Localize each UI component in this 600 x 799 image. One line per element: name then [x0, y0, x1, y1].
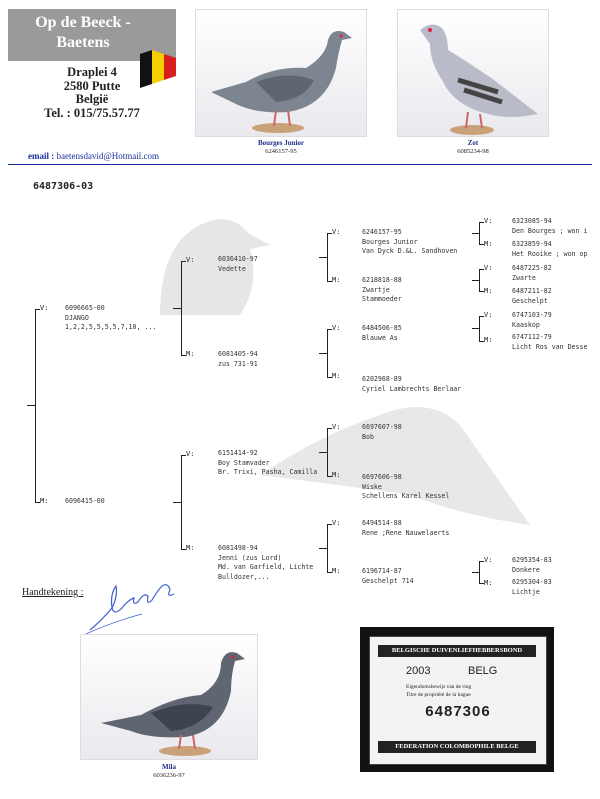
bracket-line	[319, 353, 328, 354]
pedigree-fm: 6081405-94 zus 731-91	[218, 350, 258, 368]
pigeon-image	[81, 635, 257, 759]
mark-dam: M:	[332, 372, 341, 380]
mark-sire: V:	[484, 556, 493, 564]
mark-sire: V:	[332, 519, 341, 527]
mark-dam: M:	[332, 276, 341, 284]
address-block	[8, 66, 176, 120]
photo-ring: 6036236-97	[153, 772, 185, 779]
ring-certificate	[360, 627, 554, 772]
certificate-org-bottom: FEDERATION COLOMBOPHILE BELGE	[378, 741, 536, 753]
email-label: email :	[28, 151, 55, 161]
email-link[interactable]: baetensdavid@Hotmail.com	[56, 151, 160, 161]
mark-dam: M:	[484, 336, 493, 344]
pedigree-ff: 6036410-97 Vedette	[218, 255, 258, 273]
subject-ring: 6487306-03	[33, 181, 94, 192]
mark-sire: V:	[484, 311, 493, 319]
mark-mother: M:	[40, 497, 49, 505]
pigeon-image	[196, 10, 366, 136]
logo-line-1: Op de Beeck -	[35, 14, 131, 31]
pedigree-father: 6096665-00 DJANGO 1,2,2,5,5,5,5,7,10, ...	[65, 304, 157, 332]
pedigree-g3-4: 6202968-89 Cyriel Lambrechts Berlaar	[362, 375, 462, 393]
logo-line-2: Baetens	[56, 34, 110, 51]
pedigree-g3-5: 6697607-98 Bob	[362, 423, 402, 441]
pedigree-mother: 6096415-00	[65, 497, 105, 505]
pedigree-g4-5: 6747103-79 Kaaskop	[512, 311, 552, 329]
mark-dam: M:	[484, 287, 493, 295]
certificate-line-2: Titre de propriété de la bague	[406, 692, 471, 698]
bracket-line	[472, 233, 480, 234]
address-country: België	[75, 92, 109, 106]
bracket-line	[319, 257, 328, 258]
pedigree-g4-1: 6323085-94 Den Bourges ; won i	[512, 217, 588, 235]
pedigree-mf: 6151414-92 Boy Stamvader Br. Trixi, Pasha, Camilla	[218, 449, 318, 477]
mark-dam: M:	[332, 471, 341, 479]
pedigree-g3-3: 6484506-85 Blauwe As	[362, 324, 402, 342]
certificate-line-1: Eigendomsbewijs van de ring	[406, 684, 472, 690]
mark-dam: M:	[484, 579, 493, 587]
header-divider	[8, 164, 592, 165]
photo-bourges-junior	[195, 9, 367, 155]
photo-ring: 6085234-98	[457, 148, 489, 155]
certificate-country: BELG	[468, 665, 498, 677]
photo-name: Zot	[467, 139, 479, 147]
pedigree-g3-8: 6196714-87 Geschelpt 714	[362, 567, 414, 585]
mark-sire: V:	[186, 256, 195, 264]
mark-sire: V:	[332, 423, 341, 431]
bracket-line	[472, 572, 480, 573]
photo-ring: 6246157-95	[265, 148, 297, 155]
pedigree-g3-1: 6246157-95 Bourges Junior Van Dyck D.&L. Sandhoven	[362, 228, 458, 256]
photo-name: Mila	[162, 763, 176, 771]
certificate-org-top: BELGISCHE DUIVENLIEFHEBBERSBOND	[378, 645, 536, 657]
certificate-ring-number: 6487306	[425, 703, 491, 720]
pedigree-g3-2: 6218818-88 Zwartje Stammoeder	[362, 276, 402, 304]
mark-father: V:	[40, 304, 49, 312]
mark-sire: V:	[332, 324, 341, 332]
photo-zot	[397, 9, 549, 155]
address-street: Draplei 4	[67, 65, 117, 79]
certificate-card	[369, 636, 547, 765]
address-phone: Tel. : 015/75.57.77	[44, 105, 140, 120]
mark-sire: V:	[484, 264, 493, 272]
signature-image	[82, 572, 182, 638]
pedigree-g4-4: 6487211-82 Geschelpt	[512, 287, 552, 305]
bracket-line	[173, 308, 182, 309]
bracket-line	[472, 328, 480, 329]
pigeon-image	[398, 10, 548, 136]
bracket-line	[319, 548, 328, 549]
bracket-line	[27, 405, 36, 406]
mark-dam: M:	[186, 350, 195, 358]
mark-sire: V:	[484, 217, 493, 225]
pedigree-g4-7: 6295354-83 Donkere	[512, 556, 552, 574]
mark-dam: M:	[484, 240, 493, 248]
pedigree-mm: 6081498-94 Jenni (zus Lord) Md. van Garfield, Lichte Bulldozer,...	[218, 544, 314, 581]
email-line	[28, 151, 159, 161]
pedigree-g4-6: 6747112-79 Licht Ros van Desse	[512, 333, 588, 351]
mark-sire: V:	[186, 450, 195, 458]
bracket-line	[173, 502, 182, 503]
mark-dam: M:	[332, 567, 341, 575]
mark-sire: V:	[332, 228, 341, 236]
bracket-line	[472, 280, 480, 281]
pedigree-g4-3: 6487225-82 Zwarte	[512, 264, 552, 282]
address-city: 2580 Putte	[63, 78, 121, 93]
certificate-year: 2003	[406, 665, 431, 677]
bracket-line	[319, 452, 328, 453]
watermark-pigeon	[150, 205, 280, 325]
signature-label: Handtekening :	[22, 587, 84, 598]
mark-dam: M:	[186, 544, 195, 552]
photo-mila	[80, 634, 258, 779]
pedigree-g3-7: 6494514-88 Rene ;Rene Nauwelaerts	[362, 519, 450, 537]
pedigree-g3-6: 6697606-98 Wiske Schellens Karel Kessel	[362, 473, 450, 501]
pedigree-g4-8: 6295304-83 Lichtje	[512, 578, 552, 596]
pedigree-g4-2: 6323859-94 Het Rooike ; won op	[512, 240, 588, 258]
photo-name: Bourges Junior	[257, 139, 305, 147]
